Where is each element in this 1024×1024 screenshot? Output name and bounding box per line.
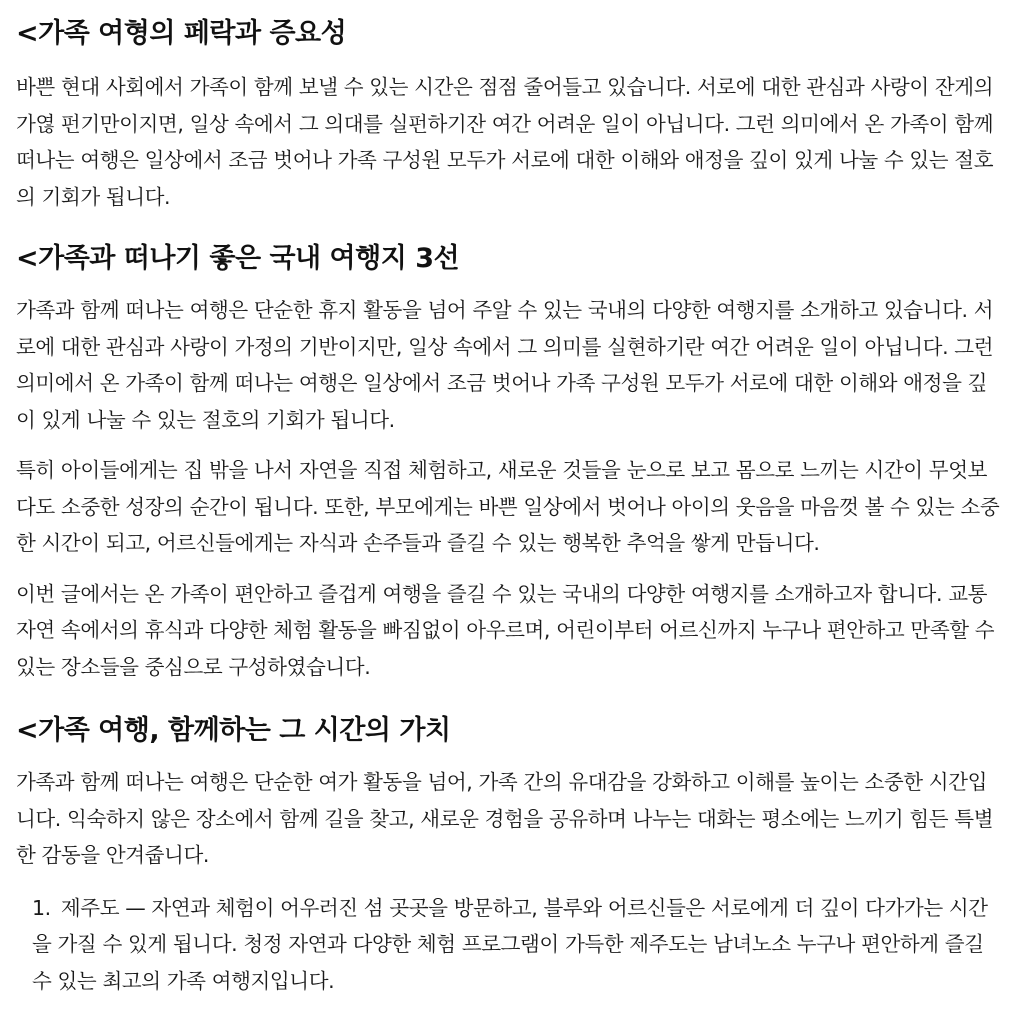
value-paragraph: 가족과 함께 떠나는 여행은 단순한 여가 활동을 넘어, 가족 간의 유대감을 강화하고 이해를 높이는 소중한 시간입니다. 익숙하지 않은 장소에서 함께 길을 찾고, 새로운 경험을 공유하며 나누는 대화는 평소에는 느끼기 힘든 특별한 감동을 안겨줍니다. <box>16 770 994 868</box>
destinations-paragraph-1: 가족과 함께 떠나는 여행은 단순한 휴지 활동을 넘어 주알 수 있는 국내의 다양한 여행지를 소개하고 있습니다. 서로에 대한 관심과 사랑이 가정의 기반이지만, 일상 속에서 그 의미를 실현하기란 여간 어려운 일이 아닙니다. 그런 의미에서 온 가족이 함께 떠나는 여행은 일상에서 조금 벗어나 가족 구성원 모두가 서로에 대한 이해와 애정을 깊이 있게 나눌 수 있는 절호의 기회가 됩니다. <box>16 298 994 432</box>
destinations-paragraph-2: 특히 아이들에게는 집 밖을 나서 자연을 직접 체험하고, 새로운 것들을 눈으로 보고 몸으로 느끼는 시간이 무엇보다도 소중한 성장의 순간이 됩니다. 또한, 부모에게는 바쁜 일상에서 벗어나 아이의 웃음을 마음껏 볼 수 있는 소중한 시간이 되고, 어르신들에게는 자식과 손주들과 즐길 수 있는 행복한 추억을 쌓게 만듭니다. <box>16 458 1000 556</box>
list-item <box>32 890 1006 1000</box>
list-item-number: 1. <box>32 895 51 920</box>
intro-paragraph: 바쁜 현대 사회에서 가족이 함께 보낼 수 있는 시간은 점점 줄어들고 있습니다. 서로에 대한 관심과 사랑이 잔게의 가엲 펀기만이지면, 일상 속에서 그 의대를 실펀하기잔 여간 어려운 일이 아닙니다. 그런 의미에서 온 가족이 함께 떠나는 여행은 일상에서 조금 벗어나 가족 구성원 모두가 서로에 대한 이해와 애정을 깊이 있게 나눌 수 있는 절호의 기회가 됩니다. <box>16 75 994 209</box>
section-heading-importance: <가족 여형의 페락과 증요성 <box>16 18 347 49</box>
destination-list <box>16 890 1006 1000</box>
destinations-paragraph-3: 이번 글에서는 온 가족이 편안하고 즐겁게 여행을 즐길 수 있는 국내의 다양한 여행지를 소개하고자 합니다. 교통 자연 속에서의 휴식과 다양한 체험 활동을 빠짐없이 아우르며, 어린이부터 어르신까지 누구나 편안하고 만족할 수 있는 장소들을 중심으로 구성하였습니다. <box>16 581 995 679</box>
section-heading-destinations: <가족과 떠나기 좋은 국내 여행지 3선 <box>16 243 460 275</box>
list-item-text: 제주도 — 자연과 체험이 어우러진 섬 곳곳을 방문하고, 블루와 어르신들은 서로에게 더 깊이 다가가는 시간을 가질 수 있게 됩니다. 청정 자연과 다양한 체험 프로그램이 가득한 제주도는 남녀노소 누구나 편안하게 즐길 수 있는 최고의 가족 여행지입니다. <box>32 895 988 993</box>
section-heading-value: <가족 여행, 함께하는 그 시간의 가치 <box>16 715 451 747</box>
